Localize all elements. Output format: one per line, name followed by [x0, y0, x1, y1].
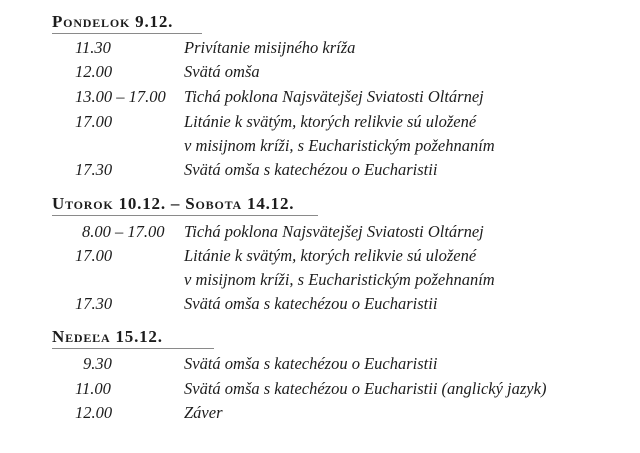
row-time: 9.30: [83, 354, 112, 373]
day-heading: [52, 12, 173, 36]
row-time: 13.00 – 17.00: [75, 87, 166, 106]
row-description: Litánie k svätým, ktorých relikvie sú uložené: [184, 112, 477, 131]
row-description: Svätá omša s katechézou o Eucharistii: [184, 354, 438, 373]
schedule-row: [0, 244, 640, 268]
schedule-row: [0, 401, 640, 425]
day-title: Nedeľa 15.12.: [52, 327, 163, 346]
schedule-row: [0, 352, 640, 376]
row-time: 8.00 – 17.00: [82, 222, 165, 241]
heading-underline: [52, 33, 202, 34]
row-description: Privítanie misijného kríža: [184, 38, 356, 57]
row-description: Svätá omša s katechézou o Eucharistii: [184, 160, 438, 179]
day-heading: [52, 194, 294, 218]
row-description: Svätá omša s katechézou o Eucharistii (anglický jazyk): [184, 379, 547, 398]
row-description: Tichá poklona Najsvätejšej Sviatosti Oltárnej: [184, 222, 484, 241]
schedule-row: [0, 220, 640, 244]
row-time: 11.30: [75, 38, 111, 57]
row-time: 17.30: [75, 160, 113, 179]
row-time: 17.00: [75, 112, 113, 131]
schedule-row: [0, 85, 640, 109]
schedule-row: [0, 110, 640, 134]
heading-underline: [52, 215, 318, 216]
row-description: Svätá omša: [184, 62, 260, 81]
row-description: Litánie k svätým, ktorých relikvie sú uložené: [184, 246, 477, 265]
row-description: v misijnom kríži, s Eucharistickým požehnaním: [184, 136, 495, 155]
schedule-row: [0, 292, 640, 316]
schedule-row: [0, 60, 640, 84]
day-title: Pondelok 9.12.: [52, 12, 174, 31]
row-description: v misijnom kríži, s Eucharistickým požehnaním: [184, 270, 495, 289]
row-description: Tichá poklona Najsvätejšej Sviatosti Oltárnej: [184, 87, 484, 106]
row-time: 12.00: [75, 403, 113, 422]
schedule-row: [0, 377, 640, 401]
schedule-row: [0, 158, 640, 182]
heading-underline: [52, 348, 214, 349]
row-description: Záver: [184, 403, 223, 422]
schedule-row: [0, 36, 640, 60]
row-time: 17.00: [75, 246, 113, 265]
row-time: 11.00: [75, 379, 111, 398]
row-time: 12.00: [75, 62, 113, 81]
row-description: Svätá omša s katechézou o Eucharistii: [184, 294, 438, 313]
schedule-row-continuation: [0, 134, 640, 158]
day-title: Utorok 10.12. – Sobota 14.12.: [52, 194, 295, 213]
day-heading: [52, 327, 163, 351]
row-time: 17.30: [75, 294, 113, 313]
schedule-row-continuation: [0, 268, 640, 292]
